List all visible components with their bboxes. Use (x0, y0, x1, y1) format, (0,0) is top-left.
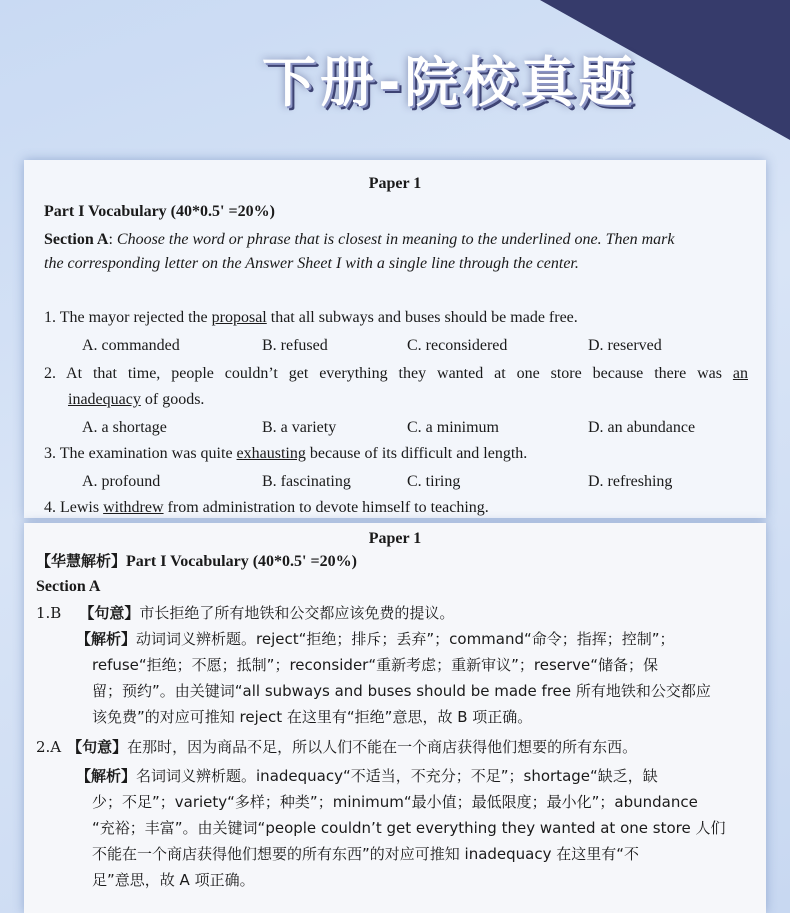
underlined-word: proposal (211, 309, 267, 326)
q1-option-a: A. commanded (82, 337, 180, 354)
analysis-part-title: 【华慧解析】Part I Vocabulary (40*0.5' =20%) (36, 552, 357, 570)
paper-heading: Paper 1 (368, 175, 422, 192)
q2-option-a: A. a shortage (82, 419, 167, 436)
answer-2-meaning: 2.A 【句意】在那时，因为商品不足，所以人们不能在一个商店获得他们想要的所有东西。 (36, 738, 638, 756)
analysis-paper (24, 523, 766, 913)
answer-1-analysis-line-2: refuse“拒绝；不愿；抵制”；reconsider“重新考虑；重新审议”；reserve“储备；保 (92, 656, 659, 674)
q3-option-c: C. tiring (407, 473, 461, 490)
meaning-tag: 【句意】 (67, 738, 128, 756)
underlined-word: withdrew (103, 499, 164, 516)
q2-option-d: D. an abundance (588, 419, 696, 436)
q3-option-b: B. fascinating (262, 473, 351, 490)
underlined-word: exhausting (236, 445, 306, 462)
question-4: 4. Lewis withdrew from administration to devote himself to teaching. (44, 499, 489, 516)
q1-option-c: C. reconsidered (407, 337, 508, 354)
paper-heading: Paper 1 (368, 530, 422, 547)
answer-1-analysis-line-1: 【解析】动词词义辨析题。reject“拒绝；排斥；丢弃”；command“命令；指挥；控制”； (76, 630, 675, 648)
meaning-tag: 【句意】 (79, 604, 140, 622)
answer-2-analysis-line-3: “充裕；丰富”。由关键词“people couldn’t get everything they wanted at one store 人们 (92, 819, 726, 837)
question-paper (24, 160, 766, 518)
q2-option-b: B. a variety (262, 419, 337, 436)
q3-option-d: D. refreshing (588, 473, 673, 490)
answer-2-analysis-line-1: 【解析】名词词义辨析题。inadequacy“不适当，不充分；不足”；shortage“缺乏，缺 (76, 767, 658, 785)
question-3: 3. The examination was quite exhausting because of its difficult and length. (44, 445, 528, 462)
q1-option-d: D. reserved (588, 337, 662, 354)
underlined-word: inadequacy (68, 391, 141, 408)
question-2-line-1: 2. At that time, people couldn’t get everything they wanted at one store because there was an (44, 365, 748, 382)
q1-option-b: B. refused (262, 337, 328, 354)
section-instruction-line-2: the corresponding letter on the Answer Sheet I with a single line through the center. (44, 255, 579, 272)
analysis-tag: 【华慧解析】 (36, 552, 127, 570)
section-label: Section A (36, 578, 101, 595)
underlined-word: an (732, 365, 748, 382)
question-2-line-2: inadequacy of goods. (68, 391, 205, 408)
section-instruction-line-1: Section A: Choose the word or phrase that is closest in meaning to the underlined one. Then mark (44, 231, 675, 248)
part-title: Part I Vocabulary (40*0.5' =20%) (44, 203, 275, 220)
answer-number: 1.B (36, 604, 62, 622)
q2-option-c: C. a minimum (407, 419, 499, 436)
analysis-label: 【解析】 (76, 767, 137, 785)
section-label: Section A (44, 231, 109, 248)
answer-2-analysis-line-2: 少；不足”；variety“多样；种类”；minimum“最小值；最低限度；最小化”；abundance (92, 793, 698, 811)
answer-1-analysis-line-4: 该免费”的对应可推知 reject 在这里有“拒绝”意思，故 B 项正确。 (92, 708, 533, 726)
answer-1-meaning: 1.B 【句意】市长拒绝了所有地铁和公交都应该免费的提议。 (36, 604, 455, 622)
answer-number: 2.A (36, 738, 62, 756)
answer-2-analysis-line-5: 足”意思，故 A 项正确。 (92, 871, 255, 889)
analysis-label: 【解析】 (76, 630, 137, 648)
answer-1-analysis-line-3: 留；预约”。由关键词“all subways and buses should be made free 所有地铁和公交都应 (92, 682, 711, 700)
banner-title: 下册-院校真题 (262, 51, 637, 114)
q3-option-a: A. profound (82, 473, 161, 490)
question-1: 1. The mayor rejected the proposal that all subways and buses should be made free. (44, 309, 578, 326)
answer-2-analysis-line-4: 不能在一个商店获得他们想要的所有东西”的对应可推知 inadequacy 在这里有“不 (92, 845, 640, 863)
